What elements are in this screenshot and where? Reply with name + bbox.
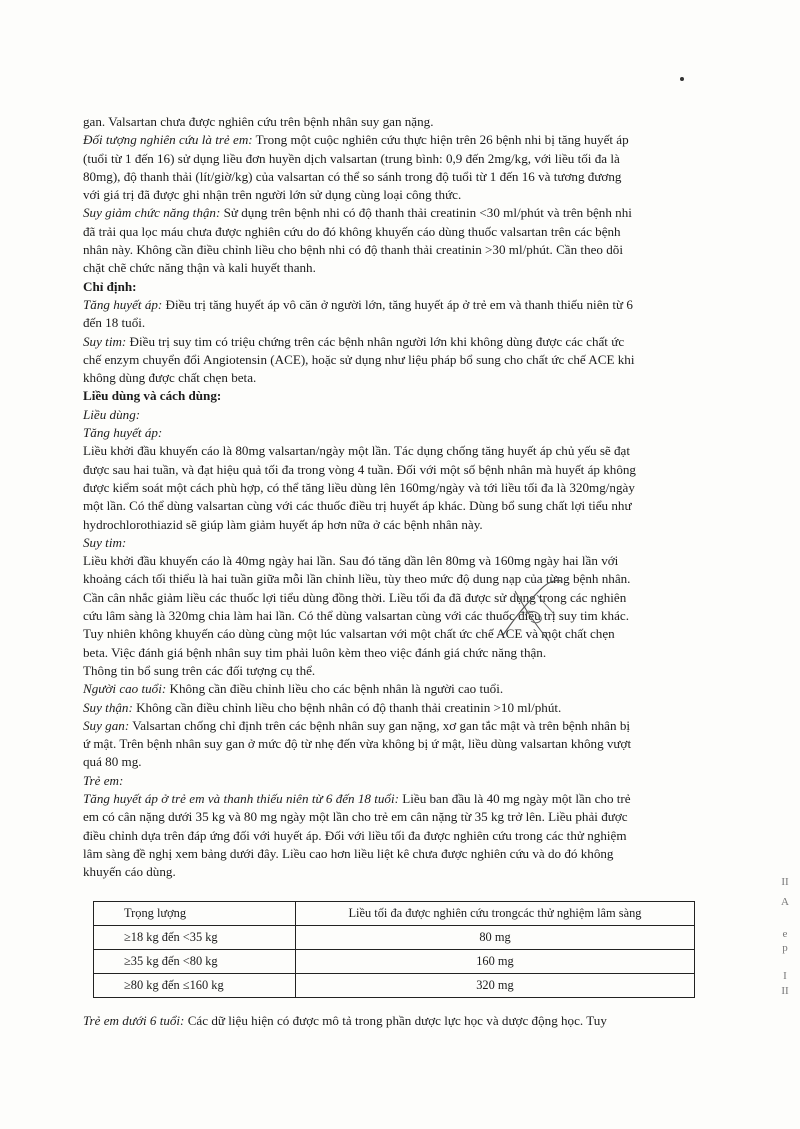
body-text xyxy=(83,113,750,881)
text-italic-segment: Tăng huyết áp: xyxy=(83,425,163,441)
text-segment: khoảng cách tối thiểu là hai tuần giữa mỗi lần chỉnh liều, tùy theo mức độ dung nạp của từng bệnh nhân. xyxy=(83,571,631,587)
text-segment: Các dữ liệu hiện có được mô tả trong phần dược lực học và dược động học. Tuy xyxy=(184,1013,607,1029)
text-line xyxy=(83,497,750,515)
text-line xyxy=(83,442,750,460)
text-italic-segment: Liều dùng: xyxy=(83,406,141,422)
edge-mark: II xyxy=(781,985,789,997)
text-segment: cứu lâm sàng là 320mg chia làm hai lần. Có thể dùng valsartan cùng với các thuốc điều trị suy tim khác. xyxy=(83,608,629,624)
text-segment: Liều ban đầu là 40 mg ngày một lần cho trẻ xyxy=(398,790,631,806)
text-line xyxy=(83,680,750,698)
text-italic-segment: Suy giảm chức năng thận: xyxy=(83,205,221,221)
text-line xyxy=(83,150,750,168)
text-italic-segment: Trẻ em: xyxy=(83,772,124,788)
text-bold-segment: Liều dùng và cách dùng: xyxy=(83,388,222,404)
text-line xyxy=(83,790,750,808)
edge-mark: II xyxy=(781,876,789,888)
text-line xyxy=(83,333,750,351)
text-segment: Liều khởi đầu khuyến cáo là 80mg valsartan/ngày một lần. Tác dụng chống tăng huyết áp chủ yếu sẽ đạt xyxy=(83,443,631,459)
edge-mark: I xyxy=(783,970,787,982)
edge-mark: A xyxy=(781,896,789,908)
text-segment: đã trải qua lọc máu chưa được nghiên cứu do đó không khuyến cáo dùng thuốc valsartan trên các bệnh xyxy=(83,223,621,239)
table-cell-weight: ≥80 kg đến ≤160 kg xyxy=(94,974,296,998)
text-line xyxy=(83,296,750,314)
text-segment: beta. Việc đánh giá bệnh nhân suy tim phải luôn kèm theo việc đánh giá chức năng thận. xyxy=(83,644,547,660)
text-bold-segment: Chỉ định: xyxy=(83,278,137,294)
text-italic-segment: Tăng huyết áp: xyxy=(83,296,163,312)
text-segment: hydrochlorothiazid sẽ giúp làm giảm huyết áp hơn nữa ở các bệnh nhân này. xyxy=(83,516,483,532)
edge-mark: e xyxy=(782,928,788,940)
text-italic-segment: Suy tim: xyxy=(83,333,127,349)
text-line xyxy=(83,387,750,405)
text-line xyxy=(83,314,750,332)
text-segment: Không cần điều chỉnh liều cho các bệnh nhân là người cao tuổi. xyxy=(166,681,504,697)
table-row xyxy=(94,974,695,998)
dose-table-wrapper xyxy=(93,901,695,998)
text-line xyxy=(83,863,750,881)
text-line xyxy=(83,223,750,241)
text-line xyxy=(83,808,750,826)
text-segment: Sử dụng trên bệnh nhi có độ thanh thải creatinin <30 ml/phút và trên bệnh nhi xyxy=(220,205,632,221)
text-line xyxy=(83,168,750,186)
text-line xyxy=(83,534,750,552)
edge-mark: p xyxy=(782,942,788,954)
text-line xyxy=(83,204,750,222)
text-line xyxy=(83,699,750,717)
dose-table xyxy=(93,901,695,998)
text-line xyxy=(83,735,750,753)
text-segment: chặt chẽ chức năng thận và kali huyết thanh. xyxy=(83,260,316,276)
text-segment: đến 18 tuổi. xyxy=(83,315,146,331)
text-segment: một lần. Có thể dùng valsartan cùng với các thuốc điều trị huyết áp khác. Dùng bổ sung chất lợi tiểu như xyxy=(83,498,632,514)
text-line xyxy=(83,406,750,424)
text-segment: gan. Valsartan chưa được nghiên cứu trên bệnh nhân suy gan nặng. xyxy=(83,114,434,129)
after-table-text xyxy=(83,1012,750,1030)
text-line xyxy=(83,552,750,570)
text-line xyxy=(83,479,750,497)
text-italic-segment: Đối tượng nghiên cứu là trẻ em: xyxy=(83,132,253,148)
table-cell-weight: ≥18 kg đến <35 kg xyxy=(94,926,296,950)
table-cell-dose: 80 mg xyxy=(296,926,695,950)
text-line xyxy=(83,424,750,442)
text-line xyxy=(83,607,750,625)
table-row xyxy=(94,926,695,950)
text-segment: khuyến cáo dùng. xyxy=(83,864,176,880)
text-line xyxy=(83,516,750,534)
text-line xyxy=(83,753,750,771)
table-cell-dose: 320 mg xyxy=(296,974,695,998)
table-cell-weight: ≥35 kg đến <80 kg xyxy=(94,950,296,974)
text-line xyxy=(83,644,750,662)
text-segment: Điều trị suy tim có triệu chứng trên các bệnh nhân người lớn khi không dùng được các chất ức xyxy=(126,333,625,349)
text-segment: Không cần điều chỉnh liều cho bệnh nhân có độ thanh thải creatinin >10 ml/phút. xyxy=(132,699,562,715)
text-line xyxy=(83,772,750,790)
text-line xyxy=(83,369,750,387)
text-segment: (tuổi từ 1 đến 16) sử dụng liều đơn huyền dịch valsartan (trung bình: 0,9 đến 2mg/kg, với liều tối đa là xyxy=(83,150,620,166)
text-segment: được sau hai tuần, và đạt hiệu quả tối đa trong vòng 4 tuần. Đối với một số bệnh nhân mà huyết áp không xyxy=(83,461,636,477)
text-segment: 80mg), độ thanh thải (lít/giờ/kg) của valsartan có thể so sánh trong độ tuổi từ 1 đến 16 và tương đương xyxy=(83,168,622,184)
text-segment: Trong một cuộc nghiên cứu thực hiện trên 26 bệnh nhi bị tăng huyết áp xyxy=(252,132,629,148)
table-header-row xyxy=(94,902,695,926)
text-segment: được kiểm soát một cách phù hợp, có thể tăng liều dùng lên 160mg/ngày và tới liều tối đa là 320mg/ngày xyxy=(83,479,635,495)
table-cell-dose: 160 mg xyxy=(296,950,695,974)
signature-mark xyxy=(497,575,569,647)
table-row xyxy=(94,950,695,974)
text-line xyxy=(83,241,750,259)
text-segment: lâm sàng đề nghị xem bảng dưới đây. Liều cao hơn liều liệt kê chưa được nghiên cứu và do đó không xyxy=(83,845,614,861)
text-segment: không dùng được chất chẹn beta. xyxy=(83,370,257,386)
text-italic-segment: Suy thận: xyxy=(83,699,133,715)
text-line xyxy=(83,827,750,845)
text-segment: với giá trị đã được ghi nhận trên người lớn sử dụng cùng loại công thức. xyxy=(83,187,462,203)
text-line xyxy=(83,845,750,863)
text-line xyxy=(83,662,750,680)
text-line xyxy=(83,1012,750,1030)
document-page xyxy=(83,113,750,1031)
text-line xyxy=(83,131,750,149)
text-italic-segment: Người cao tuổi: xyxy=(83,681,167,697)
text-line xyxy=(83,589,750,607)
header-weight: Trọng lượng xyxy=(94,902,296,926)
text-segment: điều chỉnh dựa trên đáp ứng đối với huyết áp. Đối với liều tối đa được nghiên cứu trong các thử nghiệm xyxy=(83,827,627,843)
text-line xyxy=(83,278,750,296)
text-line xyxy=(83,717,750,735)
text-italic-segment: Suy tim: xyxy=(83,534,127,550)
text-segment: ứ mật. Trên bệnh nhân suy gan ở mức độ từ nhẹ đến vừa không bị ứ mật, liều dùng valsartan không vượt xyxy=(83,736,632,752)
text-segment: chế enzym chuyển đổi Angiotensin (ACE), hoặc sử dụng như liệu pháp bổ sung cho chất ức chế ACE khi xyxy=(83,351,635,367)
text-line xyxy=(83,461,750,479)
text-segment: Điều trị tăng huyết áp vô căn ở người lớn, tăng huyết áp ở trẻ em và thanh thiếu niên từ 6 xyxy=(162,296,633,312)
text-segment: Liều khởi đầu khuyến cáo là 40mg ngày hai lần. Sau đó tăng dần lên 80mg và 160mg ngày hai lần với xyxy=(83,553,619,569)
text-italic-segment: Trẻ em dưới 6 tuổi: xyxy=(83,1013,185,1029)
text-segment: Valsartan chống chỉ định trên các bệnh nhân suy gan nặng, xơ gan tắc mật và trên bệnh nhân bị xyxy=(129,717,631,733)
text-italic-segment: Tăng huyết áp ở trẻ em và thanh thiếu niên từ 6 đến 18 tuổi: xyxy=(83,790,399,806)
text-segment: Cần cân nhắc giảm liều các thuốc lợi tiểu dùng đồng thời. Liều tối đa đã được sử dụng trong các nghiên xyxy=(83,589,627,605)
text-segment: quá 80 mg. xyxy=(83,754,142,770)
text-segment: Thông tin bổ sung trên các đối tượng cụ thể. xyxy=(83,662,316,678)
text-line xyxy=(83,186,750,204)
text-italic-segment: Suy gan: xyxy=(83,717,130,733)
text-segment: nhân này. Không cần điều chỉnh liều cho bệnh nhi có độ thanh thải creatinin >30 ml/phút. Cần theo dõi xyxy=(83,242,623,258)
text-line xyxy=(83,259,750,277)
scan-speck xyxy=(680,77,684,81)
text-line xyxy=(83,570,750,588)
text-line xyxy=(83,625,750,643)
text-line xyxy=(83,113,750,131)
text-line xyxy=(83,351,750,369)
text-segment: em có cân nặng dưới 35 kg và 80 mg ngày một lần cho trẻ em cân nặng từ 35 kg trở lên. Liều phải được xyxy=(83,809,628,825)
text-segment: Tuy nhiên không khuyến cáo dùng cùng một lúc valsartan với một chất ức chế ACE và một chất chẹn xyxy=(83,626,615,642)
header-max-dose: Liều tối đa được nghiên cứu trongcác thử nghiệm lâm sàng xyxy=(296,902,695,926)
